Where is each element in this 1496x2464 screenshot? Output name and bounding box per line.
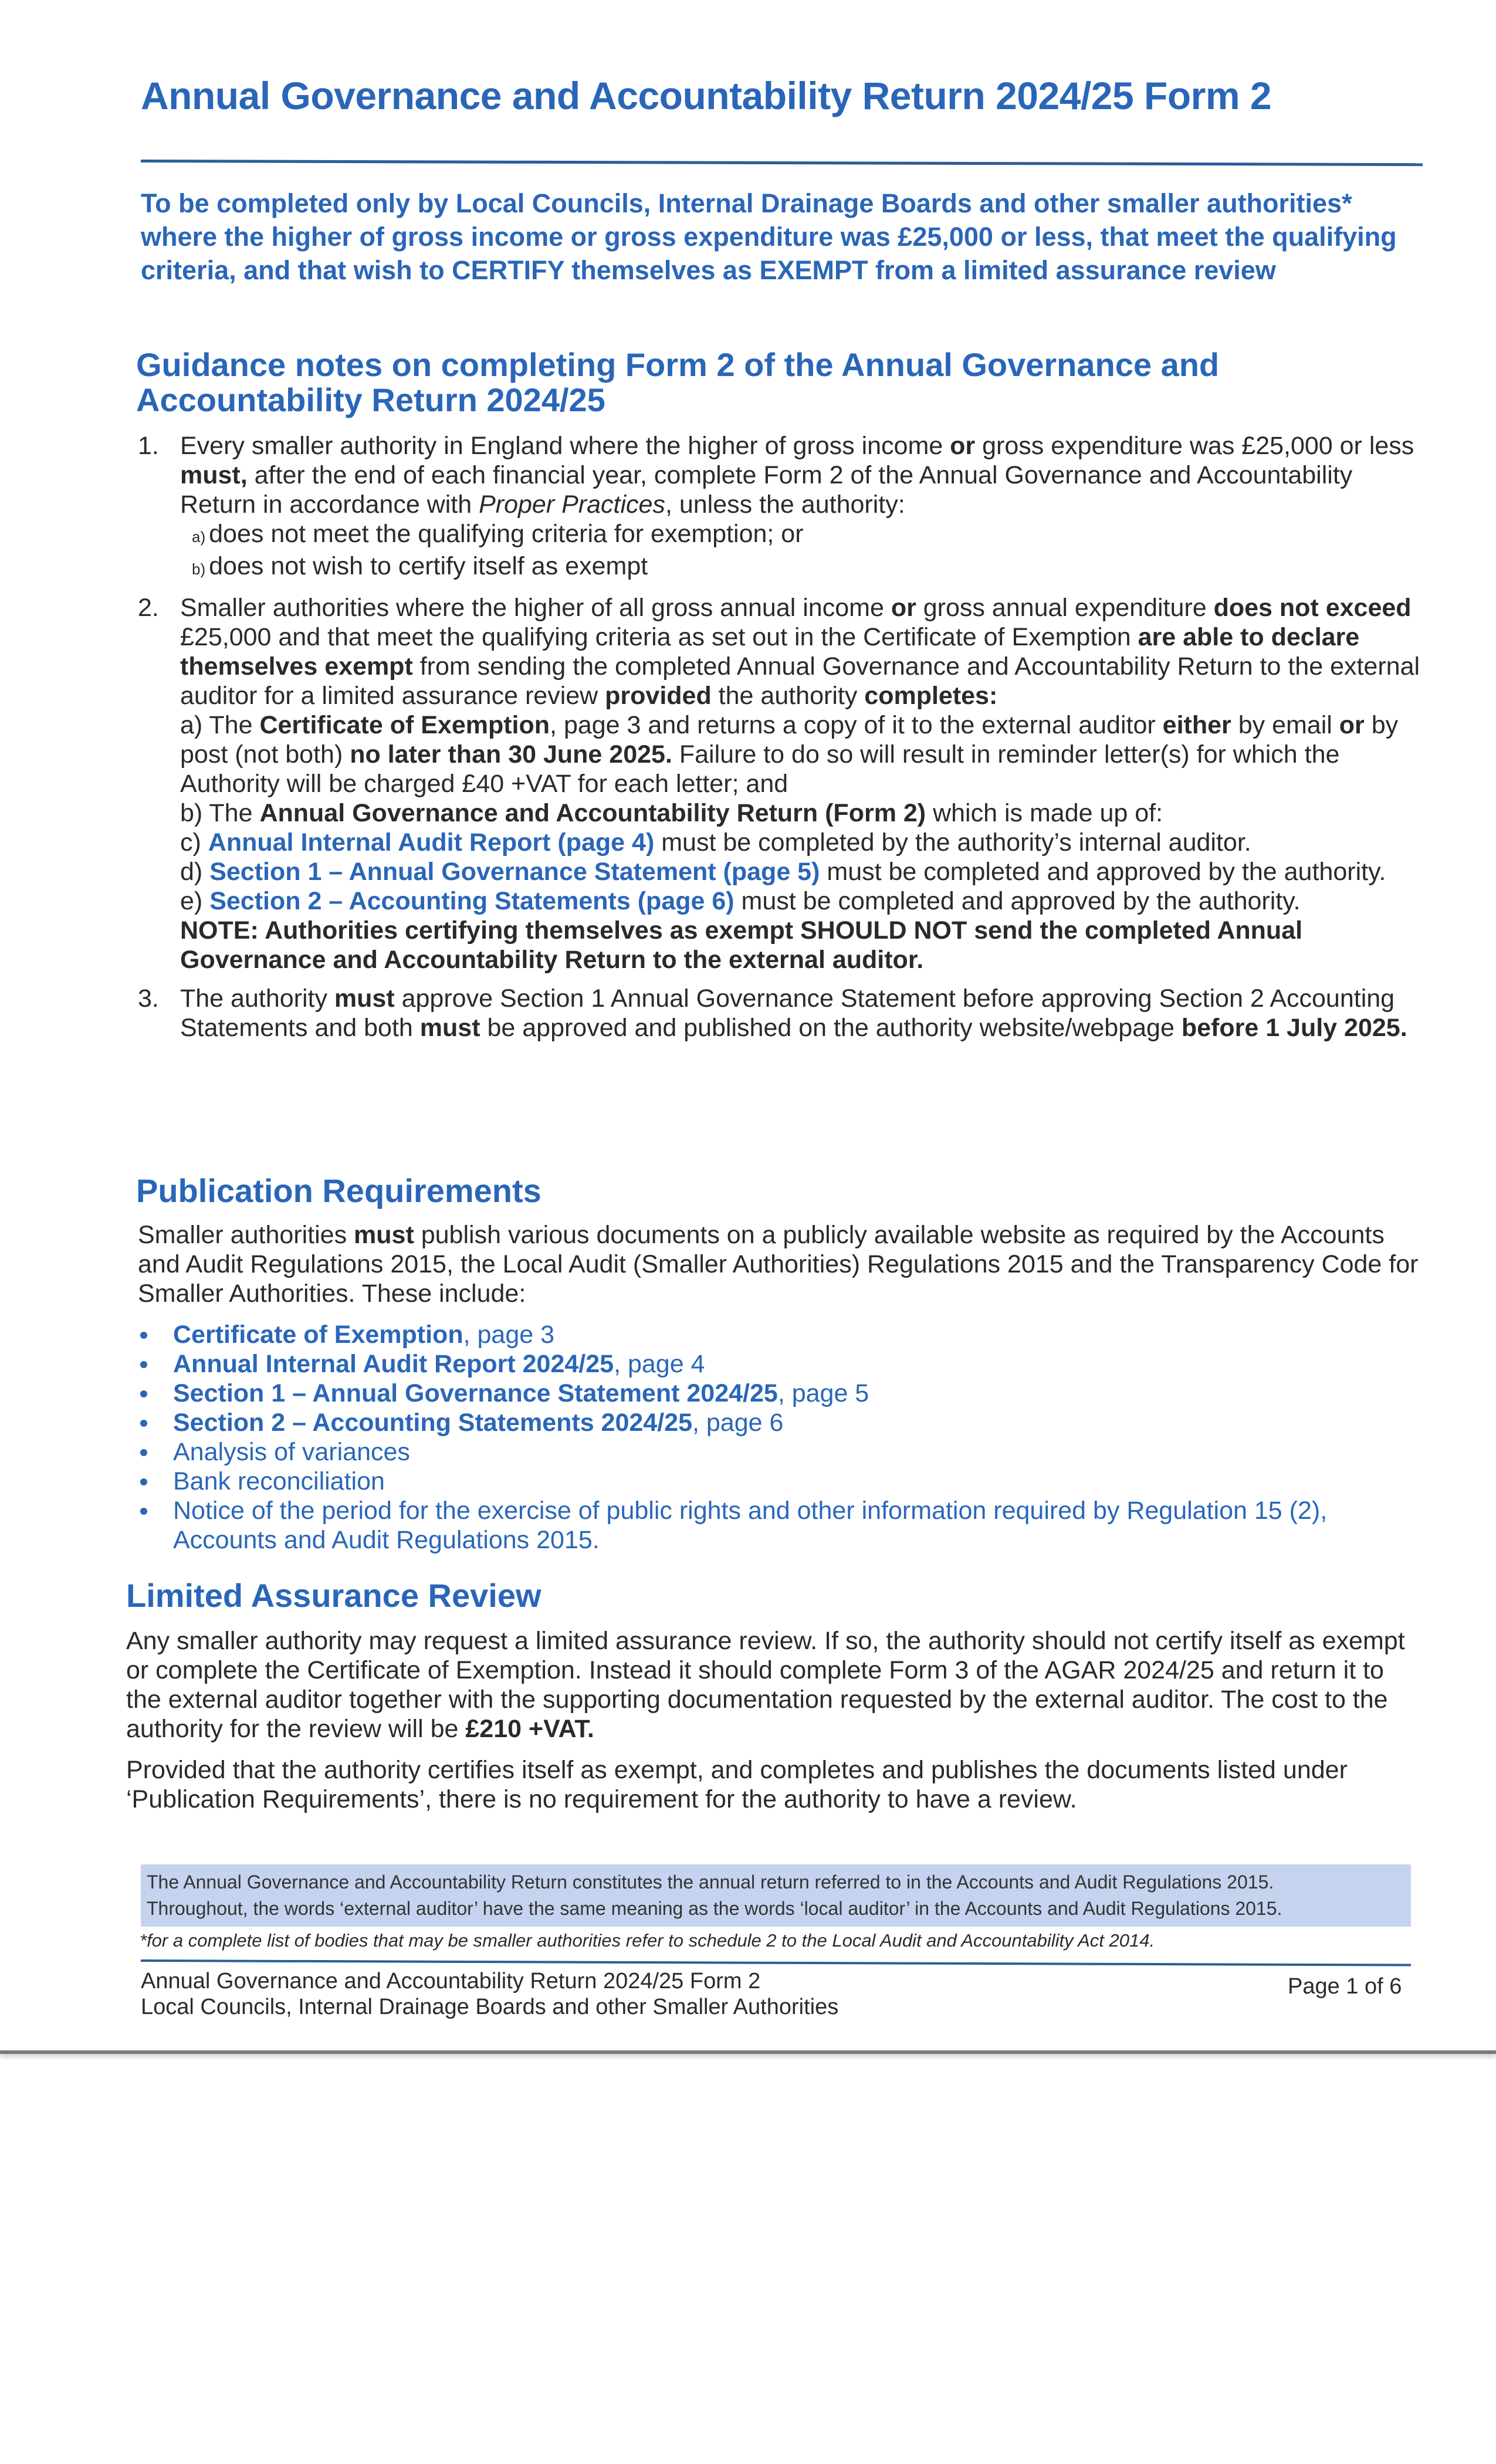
page-title: Annual Governance and Accountability Return 2024/25 Form 2 [141,74,1272,117]
guidance-notes [138,431,1429,1052]
item-number: 2. [138,594,159,622]
guidance-item-3: 3. The authority must approve Section 1 Annual Governance Statement before approving Section 2 Accounting Statements and both must be approved and published on the authority website/webpage before 1 July 2025. [138,984,1407,1042]
list-item: Section 2 – Accounting Statements 2024/25, page 6 [155,1408,1429,1437]
note-box [141,1864,1411,1927]
exempt-note: NOTE: Authorities certifying themselves as exempt SHOULD NOT send the completed Annual Governance and Accountability Return to the external auditor. [180,916,1303,974]
section1-link[interactable]: Section 1 – Annual Governance Statement (page 5) [209,858,820,886]
footer-line-2: Local Councils, Internal Drainage Boards and other Smaller Authorities [141,1995,839,2019]
guidance-heading-line1: Guidance notes on completing Form 2 of the Annual Governance and [136,346,1220,383]
limited-paragraph-2: Provided that the authority certifies itself as exempt, and completes and publishes the documents listed under ‘Publication Requirements’, there is no requirement for the authority to have a review. [126,1756,1348,1813]
sub-item-b: b) The Annual Governance and Accountability Return (Form 2) which is made up of: [180,799,1163,827]
publication-list [155,1320,1429,1555]
limited-assurance-section [126,1626,1417,1826]
list-item: Analysis of variances [155,1437,1429,1467]
limited-paragraph-1: Any smaller authority may request a limited assurance review. If so, the authority should not certify itself as exempt or complete the Certificate of Exemption. Instead it should complete Form 3 of the AGAR 2024/25 and return it to the external auditor together with the supporting documentation requested by the external auditor. The cost to the authority for the review will be £210 +VAT. [126,1627,1405,1743]
sub-item-e: e) Section 2 – Accounting Statements (page 6) must be completed and approved by the authority. [180,887,1301,915]
footer-divider [141,1959,1411,1967]
sub-item-d: d) Section 1 – Annual Governance Statement (page 5) must be completed and approved by the authority. [180,858,1386,886]
guidance-item-1: 1. Every smaller authority in England where the higher of gross income or gross expenditure was £25,000 or less must, after the end of each financial year, complete Form 2 of the Annual Governance and Accountability Return in accordance with Proper Practices, unless the authority: a) does not meet the qualifying criteria for exemption; or b) does not wish to certify itself as exempt [138,431,1429,584]
footnote: *for a complete list of bodies that may be smaller authorities refer to schedule 2 to the Local Audit and Accountability Act 2014. [140,1930,1155,1951]
note-line-2: Throughout, the words ‘external auditor’ have the same meaning as the words ‘local auditor’ in the Accounts and Audit Regulations 2015. [147,1898,1282,1919]
sub-item-c: c) Annual Internal Audit Report (page 4) must be completed by the authority’s internal auditor. [180,828,1251,857]
limited-assurance-heading: Limited Assurance Review [126,1577,541,1614]
intro-statement: To be completed only by Local Councils, Internal Drainage Boards and other smaller authorities* where the higher of gross income or gross expenditure was £25,000 or less, that meet the qualifying criteria, and that wish to CERTIFY themselves as EXEMPT from a limited assurance review [141,188,1397,285]
page-number: Page 1 of 6 [1288,1974,1402,1999]
note-line-1: The Annual Governance and Accountability Return constitutes the annual return referred to in the Accounts and Audit Regulations 2015. [147,1871,1274,1893]
list-item: Notice of the period for the exercise of public rights and other information required by Regulation 15 (2), Accounts and Audit Regulations 2015. [155,1496,1429,1555]
item-number: 1. [138,432,159,460]
publication-section [138,1220,1429,1555]
footer-title [141,1968,838,2020]
guidance-heading-line2: Accountability Return 2024/25 [136,381,605,418]
section2-link[interactable]: Section 2 – Accounting Statements (page 6) [209,887,735,915]
list-item: Section 1 – Annual Governance Statement 2024/25, page 5 [155,1379,1429,1408]
sub-item-a: a) The Certificate of Exemption, page 3 and returns a copy of it to the external auditor either by email or by post (not both) no later than 30 June 2025. Failure to do so will result in reminder letter(s) for which the Authority will be charged £40 +VAT for each letter; and [180,711,1399,798]
publication-heading: Publication Requirements [136,1172,541,1209]
title-divider [141,160,1423,166]
list-item: Bank reconciliation [155,1467,1429,1496]
list-item: Certificate of Exemption, page 3 [155,1320,1429,1349]
item-number: 3. [138,984,159,1013]
guidance-heading [136,347,1456,418]
sub-item-a: a) does not meet the qualifying criteria for exemption; or [192,520,804,548]
guidance-item-2: 2. Smaller authorities where the higher of all gross annual income or gross annual expenditure does not exceed £25,000 and that meet the qualifying criteria as set out in the Certificate of Exemption are able to declare themselves exempt from sending the completed Annual Governance and Accountability Return to the external auditor for a limited assurance review provided the authority completes: a) The Certificate of Exemption, page 3 and returns a copy of it to the external auditor either by email or by post (not both) no later than 30 June 2025. Failure to do so will result in reminder letter(s) for which the Authority will be charged £40 +VAT for each letter; and b) The Annual Governance and Accountability Return (Form 2) which is made up of: c) Annual Internal Audit Report (page 4) must be completed by the authority’s internal auditor. d) Section 1 – Annual Governance Statement (page 5) must be completed and approved by the authority. e) Section 2 – Accounting Statements (page 6) must be completed and approved by the authority. NOTE: Authorities certifying themselves as exempt SHOULD NOT send the completed Annual Governance and Accountability Return to the external auditor. [138,593,1429,974]
publication-intro: Smaller authorities must publish various documents on a publicly available website as required by the Accounts and Audit Regulations 2015, the Local Audit (Smaller Authorities) Regulations 2015 and the Transparency Code for Smaller Authorities. These include: [138,1221,1419,1308]
sub-item-b: b) does not wish to certify itself as exempt [192,552,648,580]
footer-line-1: Annual Governance and Accountability Return 2024/25 Form 2 [141,1969,761,1993]
internal-audit-report-link[interactable]: Annual Internal Audit Report (page 4) [208,828,655,857]
list-item: Annual Internal Audit Report 2024/25, page 4 [155,1349,1429,1379]
